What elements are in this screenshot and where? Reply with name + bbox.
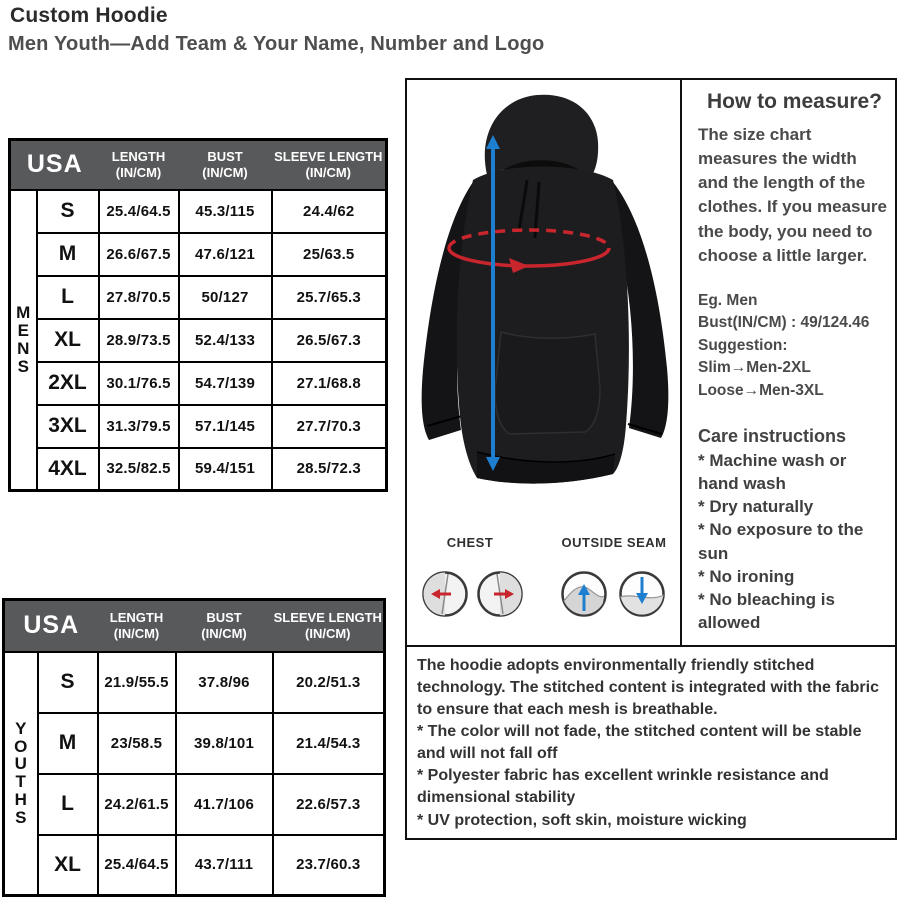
- example-line: Eg. Men: [698, 291, 758, 309]
- page-title: Custom Hoodie: [10, 4, 168, 27]
- mens-size-table: [8, 138, 388, 492]
- care-item: * Machine wash or hand wash: [698, 451, 847, 494]
- size-cell: XL: [37, 319, 99, 362]
- size-cell: 4XL: [37, 448, 99, 491]
- size-row: [10, 233, 387, 276]
- measurement-cell: 28.9/73.5: [99, 319, 179, 362]
- seam-measure-up-icon: [560, 570, 608, 618]
- measurement-cell: 25.7/65.3: [272, 276, 387, 319]
- measurement-cell: 31.3/79.5: [99, 405, 179, 448]
- measurement-cell: 26.5/67.3: [272, 319, 387, 362]
- seam-measure-down-icon: [618, 570, 666, 618]
- size-row: [4, 835, 385, 896]
- size-example-block: [698, 290, 891, 402]
- info-box: [405, 78, 897, 840]
- column-header: SLEEVE LENGTH (IN/CM): [273, 600, 385, 652]
- measurement-cell: 24.2/61.5: [98, 774, 176, 835]
- chest-label: CHEST: [446, 535, 494, 550]
- measurement-cell: 21.9/55.5: [98, 652, 176, 713]
- size-row: [4, 713, 385, 774]
- description-paragraph: * The color will not fade, the stitched content will be stable and will not fall off: [417, 723, 862, 763]
- measurement-cell: 21.4/54.3: [273, 713, 385, 774]
- size-row: [4, 774, 385, 835]
- measurement-cell: 27.7/70.3: [272, 405, 387, 448]
- column-header: LENGTH (IN/CM): [98, 600, 176, 652]
- example-line: Slim→Men-2XL: [698, 359, 811, 377]
- description-paragraph: * UV protection, soft skin, moisture wicking: [417, 811, 747, 829]
- measurement-cell: 22.6/57.3: [273, 774, 385, 835]
- column-header: BUST (IN/CM): [179, 140, 272, 190]
- description-paragraph: * Polyester fabric has excellent wrinkle resistance and dimensional stability: [417, 767, 829, 807]
- column-header: BUST (IN/CM): [176, 600, 273, 652]
- measurement-cell: 27.8/70.5: [99, 276, 179, 319]
- size-cell: L: [38, 774, 98, 835]
- table-corner-label: USA: [10, 140, 99, 190]
- measurement-cell: 45.3/115: [179, 190, 272, 233]
- size-cell: 2XL: [37, 362, 99, 405]
- size-cell: S: [38, 652, 98, 713]
- size-cell: S: [37, 190, 99, 233]
- chest-measure-right-icon: [476, 570, 524, 618]
- measurement-cell: 26.6/67.5: [99, 233, 179, 276]
- how-to-measure-text: The size chart measures the width and the length of the clothes. If you measure the body, you need to choose a little larger.: [698, 125, 887, 265]
- column-header: LENGTH (IN/CM): [99, 140, 179, 190]
- size-row: [10, 405, 387, 448]
- column-header: SLEEVE LENGTH (IN/CM): [272, 140, 387, 190]
- measurement-cell: 27.1/68.8: [272, 362, 387, 405]
- measurement-cell: 30.1/76.5: [99, 362, 179, 405]
- hoodie-diagram-panel: [407, 80, 682, 645]
- measurement-cell: 23/58.5: [98, 713, 176, 774]
- size-cell: M: [38, 713, 98, 774]
- measurement-cell: 54.7/139: [179, 362, 272, 405]
- measurement-cell: 25.4/64.5: [99, 190, 179, 233]
- care-item: * No exposure to the sun: [698, 520, 864, 563]
- measurement-cell: 20.2/51.3: [273, 652, 385, 713]
- measurement-cell: 43.7/111: [176, 835, 273, 896]
- measurement-cell: 23.7/60.3: [273, 835, 385, 896]
- measurement-cell: 25/63.5: [272, 233, 387, 276]
- size-cell: M: [37, 233, 99, 276]
- how-to-measure-heading: How to measure?: [706, 90, 883, 113]
- measurement-cell: 32.5/82.5: [99, 448, 179, 491]
- measurement-cell: 25.4/64.5: [98, 835, 176, 896]
- measurement-cell: 28.5/72.3: [272, 448, 387, 491]
- size-cell: XL: [38, 835, 98, 896]
- how-to-measure-panel: [684, 80, 895, 645]
- care-instructions-heading: Care instructions: [698, 426, 847, 447]
- example-line: Loose→Men-3XL: [698, 381, 824, 399]
- care-item: * Dry naturally: [698, 497, 814, 517]
- kangaroo-pocket: [495, 332, 600, 434]
- youths-size-table: [2, 598, 386, 897]
- group-label: M E N S: [10, 190, 37, 491]
- size-row: [10, 276, 387, 319]
- size-row: [10, 190, 387, 233]
- measurement-cell: 37.8/96: [176, 652, 273, 713]
- example-line: Bust(IN/CM) : 49/124.46: [698, 314, 870, 332]
- page-subtitle: Men Youth—Add Team & Your Name, Number and Logo: [8, 33, 545, 55]
- hoodie-body: [457, 167, 629, 484]
- product-description-panel: [407, 645, 895, 838]
- size-row: [10, 448, 387, 491]
- measurement-cell: 39.8/101: [176, 713, 273, 774]
- measurement-cell: 50/127: [179, 276, 272, 319]
- example-line: Suggestion:: [698, 336, 788, 354]
- size-row: [4, 652, 385, 713]
- measurement-cell: 24.4/62: [272, 190, 387, 233]
- measurement-cell: 41.7/106: [176, 774, 273, 835]
- care-item: * No bleaching is allowed: [698, 589, 835, 632]
- description-paragraph: The hoodie adopts environmentally friendly stitched technology. The stitched content is integrated with the fabric to ensure that each mesh is breathable.: [417, 657, 879, 719]
- care-item: * No ironing: [698, 566, 795, 586]
- care-instructions-list: [698, 449, 891, 634]
- measurement-cell: 52.4/133: [179, 319, 272, 362]
- size-cell: 3XL: [37, 405, 99, 448]
- size-row: [10, 319, 387, 362]
- measurement-cell: 47.6/121: [179, 233, 272, 276]
- group-label: Y O U T H S: [4, 652, 38, 896]
- size-cell: L: [37, 276, 99, 319]
- hoodie-image: [407, 80, 680, 530]
- size-row: [10, 362, 387, 405]
- measurement-cell: 59.4/151: [179, 448, 272, 491]
- measurement-cell: 57.1/145: [179, 405, 272, 448]
- chest-measure-left-icon: [421, 570, 469, 618]
- outside-seam-label: OUTSIDE SEAM: [561, 535, 667, 550]
- table-corner-label: USA: [4, 600, 98, 652]
